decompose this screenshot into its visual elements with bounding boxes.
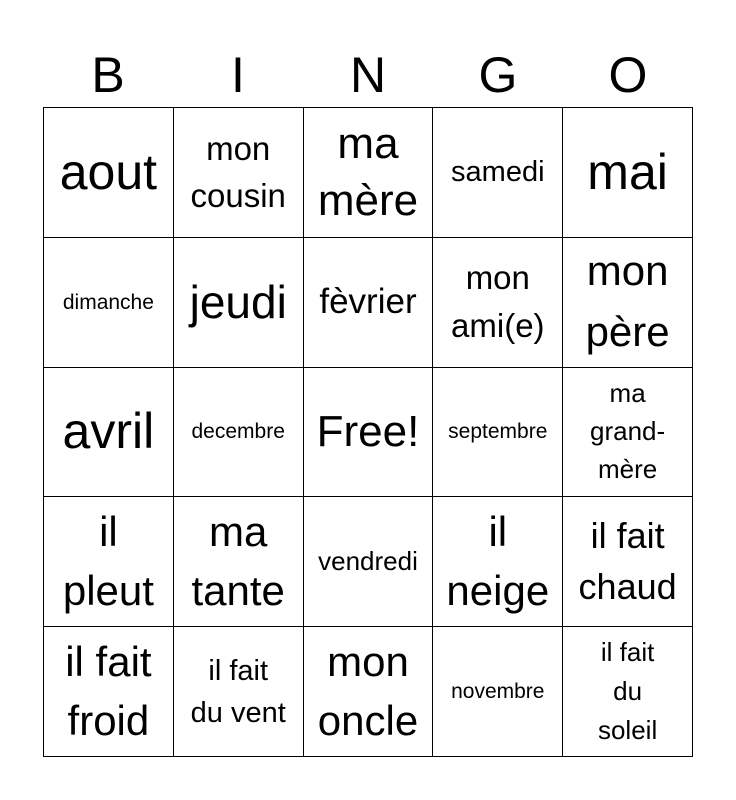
bingo-cell-g-5[interactable] [433, 627, 563, 757]
bingo-cell-g-2[interactable] [433, 238, 563, 368]
bingo-cell-label: ma grand- mère [590, 378, 666, 484]
header-letter-o: O [608, 47, 648, 103]
bingo-header [43, 42, 693, 108]
bingo-cell-label: fèvrier [319, 282, 417, 322]
header-letter-g: G [478, 47, 518, 103]
bingo-cell-label: jeudi [189, 275, 287, 328]
bingo-cell-label: ma mère [317, 119, 419, 226]
bingo-cell-n-4[interactable] [304, 497, 434, 627]
bingo-cell-o-1[interactable] [563, 108, 693, 238]
header-letter-i: I [231, 47, 245, 103]
bingo-cell-label: il neige [446, 507, 550, 614]
bingo-cell-label: novembre [451, 680, 545, 703]
bingo-cell-label: mon oncle [317, 637, 419, 744]
bingo-cell-label: mon père [585, 247, 670, 356]
bingo-cell-b-4[interactable] [44, 497, 174, 627]
bingo-cell-g-3[interactable] [433, 368, 563, 498]
bingo-cell-o-2[interactable] [563, 238, 693, 368]
header-letter-n: N [349, 47, 387, 103]
bingo-cell-i-5[interactable] [174, 627, 304, 757]
bingo-cell-b-5[interactable] [44, 627, 174, 757]
bingo-cell-label: decembre [191, 420, 285, 444]
bingo-cell-i-1[interactable] [174, 108, 304, 238]
bingo-cell-label: samedi [451, 156, 545, 188]
bingo-cell-label: vendredi [318, 546, 418, 577]
bingo-cell-label: il fait froid [65, 637, 152, 744]
bingo-cell-o-3[interactable] [563, 368, 693, 498]
bingo-cell-n-2[interactable] [304, 238, 434, 368]
bingo-cell-n-5[interactable] [304, 627, 434, 757]
bingo-cell-label: ma tante [191, 507, 285, 614]
bingo-cell-label: mai [587, 143, 668, 200]
bingo-cell-label: il pleut [62, 507, 154, 614]
bingo-cell-i-2[interactable] [174, 238, 304, 368]
bingo-cell-label: Free! [316, 406, 420, 456]
bingo-cell-label: mon ami(e) [451, 259, 545, 345]
bingo-cell-label: septembre [448, 420, 548, 444]
bingo-cell-label: avril [62, 403, 155, 460]
bingo-cell-label: il fait du vent [190, 654, 286, 729]
bingo-cell-label: il fait du soleil [597, 637, 658, 746]
bingo-cell-label: aout [59, 143, 158, 200]
bingo-cell-g-1[interactable] [433, 108, 563, 238]
bingo-cell-b-2[interactable] [44, 238, 174, 368]
bingo-cell-n-1[interactable] [304, 108, 434, 238]
bingo-cell-label: mon cousin [190, 129, 286, 215]
bingo-cell-i-3[interactable] [174, 368, 304, 498]
header-letter-b: B [91, 47, 125, 103]
bingo-cell-i-4[interactable] [174, 497, 304, 627]
bingo-cell-o-5[interactable] [563, 627, 693, 757]
bingo-cell-o-4[interactable] [563, 497, 693, 627]
bingo-cell-n-3[interactable] [304, 368, 434, 498]
bingo-card-grid [43, 107, 693, 757]
bingo-cell-g-4[interactable] [433, 497, 563, 627]
bingo-cell-b-1[interactable] [44, 108, 174, 238]
bingo-cell-label: il fait chaud [578, 515, 677, 607]
bingo-cell-label: dimanche [62, 290, 154, 314]
bingo-cell-b-3[interactable] [44, 368, 174, 498]
